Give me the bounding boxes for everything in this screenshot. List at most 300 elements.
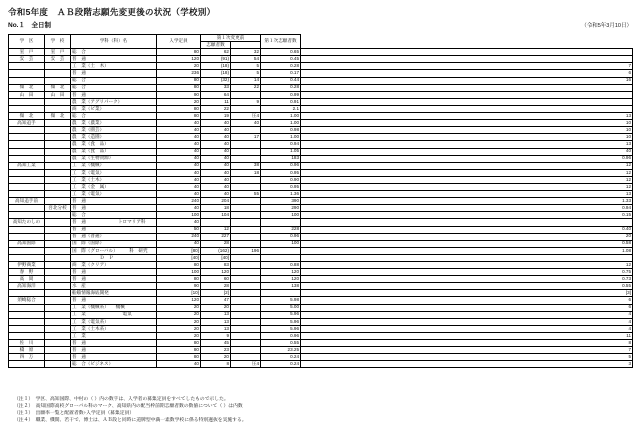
cell-course: 水 産 — [71, 283, 157, 290]
cell-course: 農 業（食 品） — [71, 141, 157, 148]
cell-e: 12 — [301, 183, 633, 190]
cell-capacity: 40 — [157, 162, 201, 169]
cell-b: 33 — [201, 84, 231, 91]
cell-d: 183 — [261, 155, 301, 162]
cell-school — [45, 219, 71, 226]
cell-area — [9, 183, 45, 190]
col-header-capacity: 入学定員 — [157, 35, 201, 49]
cell-course: 農 業（造園） — [71, 134, 157, 141]
cell-school — [45, 354, 71, 361]
table-row — [9, 56, 633, 63]
cell-b: (18) — [201, 63, 231, 70]
table-row — [9, 105, 633, 112]
col-header-b-sub2 — [231, 42, 261, 49]
table-row — [9, 162, 633, 169]
cell-area: 伊野商業 — [9, 262, 45, 269]
cell-c: 圧4 — [231, 361, 261, 368]
table-row — [9, 77, 633, 84]
results-table — [8, 34, 633, 368]
cell-course: 普 通 — [71, 297, 157, 304]
table-row — [9, 254, 633, 261]
cell-school: 安 芸 — [45, 56, 71, 63]
cell-c: 14 — [231, 77, 261, 84]
cell-capacity: 40 — [157, 183, 201, 190]
cell-area — [9, 311, 45, 318]
cell-e: 10 — [301, 127, 633, 134]
cell-d: 0.55 — [261, 340, 301, 347]
cell-c — [231, 226, 261, 233]
cell-course: 商 業（ビ業） — [71, 105, 157, 112]
cell-b: 22 — [201, 105, 231, 112]
cell-c — [231, 198, 261, 205]
table-row — [9, 247, 633, 254]
cell-d: 5.96 — [261, 311, 301, 318]
cell-c — [231, 269, 261, 276]
cell-school — [45, 247, 71, 254]
cell-e: 0.15 — [301, 212, 633, 219]
cell-school: 室 戸 — [45, 49, 71, 56]
cell-capacity: 40 — [157, 240, 201, 247]
cell-e: 13 — [301, 141, 633, 148]
cell-d: 1.05 — [261, 148, 301, 155]
cell-d: 0.99 — [261, 91, 301, 98]
cell-b: 40 — [201, 169, 231, 176]
cell-capacity: 20 — [157, 63, 201, 70]
cell-b: [40] — [201, 254, 231, 261]
cell-e: 12 — [301, 176, 633, 183]
cell-capacity: 80 — [157, 262, 201, 269]
cell-area: 高知追手 — [9, 120, 45, 127]
cell-e — [301, 84, 633, 91]
cell-b: 28 — [201, 283, 231, 290]
cell-course: 工 業（金 属） — [71, 183, 157, 190]
cell-school — [45, 361, 71, 368]
cell-e: 1.08 — [301, 247, 633, 254]
cell-capacity: 100 — [157, 269, 201, 276]
cell-e: 0.73 — [301, 276, 633, 283]
cell-school — [45, 183, 71, 190]
cell-course: 工 業（機械） — [71, 162, 157, 169]
cell-course: 農 業（園芸） — [71, 127, 157, 134]
table-row — [9, 212, 633, 219]
cell-capacity: [10] — [157, 290, 201, 297]
cell-b: (32) — [201, 77, 231, 84]
cell-b — [201, 219, 231, 226]
cell-school — [45, 191, 71, 198]
cell-b: 12 — [201, 226, 231, 233]
cell-course: 普 通 — [71, 70, 157, 77]
cell-area — [9, 254, 45, 261]
cell-school — [45, 98, 71, 105]
cell-capacity: 20 — [157, 304, 201, 311]
cell-school — [45, 304, 71, 311]
col-header-course: 学科（科）名 — [71, 35, 157, 49]
cell-e: 20 — [301, 233, 633, 240]
cell-school — [45, 141, 71, 148]
cell-b: [2] — [201, 290, 231, 297]
cell-c — [231, 283, 261, 290]
cell-c — [231, 127, 261, 134]
cell-b: 40 — [201, 191, 231, 198]
footnotes — [14, 397, 247, 425]
cell-course: 総 合 — [71, 84, 157, 91]
col-header-group-b: 第１次変更前 — [201, 35, 261, 42]
table-row — [9, 325, 633, 332]
cell-c: 18 — [231, 169, 261, 176]
cell-course: 総 合 — [71, 212, 157, 219]
cell-b: 40 — [201, 148, 231, 155]
cell-capacity: 20 — [157, 98, 201, 105]
cell-course: 工 業（土木系） — [71, 325, 157, 332]
cell-b: 45 — [201, 340, 231, 347]
cell-c: 5 — [231, 70, 261, 77]
cell-b: (18) — [201, 70, 231, 77]
cell-course: 総 合 — [71, 113, 157, 120]
table-row — [9, 113, 633, 120]
cell-b: 40 — [201, 120, 231, 127]
cell-e: 16 — [301, 77, 633, 84]
cell-c — [231, 91, 261, 98]
table-row — [9, 70, 633, 77]
cell-course: 船舶情報海底開発 — [71, 290, 157, 297]
cell-c: 9 — [231, 98, 261, 105]
cell-e: 12 — [301, 162, 633, 169]
cell-course: 普 通（普通） — [71, 233, 157, 240]
cell-capacity: 40 — [157, 191, 201, 198]
cell-capacity: 40 — [157, 134, 201, 141]
cell-d: 100 — [261, 212, 301, 219]
cell-d: 390 — [261, 198, 301, 205]
cell-b: 23 — [201, 347, 231, 354]
cell-b: 227 — [201, 233, 231, 240]
cell-c — [231, 354, 261, 361]
cell-e — [301, 105, 633, 112]
cell-b: 40 — [201, 141, 231, 148]
cell-school — [45, 226, 71, 233]
cell-c — [231, 325, 261, 332]
cell-area — [9, 155, 45, 162]
cell-d: 0.96 — [261, 162, 301, 169]
cell-area — [9, 105, 45, 112]
cell-area — [9, 169, 45, 176]
cell-school — [45, 105, 71, 112]
cell-course: 工 業（電気） — [71, 169, 157, 176]
cell-e — [301, 219, 633, 226]
cell-c — [231, 212, 261, 219]
cell-b: 83 — [201, 262, 231, 269]
cell-d: 1.00 — [261, 134, 301, 141]
cell-e: 0.94 — [301, 205, 633, 212]
table-row — [9, 155, 633, 162]
cell-capacity: 120 — [157, 297, 201, 304]
cell-d: 1.00 — [261, 120, 301, 127]
table-row — [9, 176, 633, 183]
cell-c: 38 — [231, 162, 261, 169]
cell-d: 120 — [261, 269, 301, 276]
cell-area: 山 田 — [9, 91, 45, 98]
cell-capacity: 80 — [157, 113, 201, 120]
table-row — [9, 120, 633, 127]
cell-course: 普 通 — [71, 340, 157, 347]
table-row — [9, 318, 633, 325]
cell-course: 農 業（農業） — [71, 120, 157, 127]
col-header-blank — [301, 35, 633, 49]
cell-area: 高知追手前 — [9, 198, 45, 205]
cell-school — [45, 233, 71, 240]
cell-capacity: 50 — [157, 226, 201, 233]
cell-school: 山 田 — [45, 91, 71, 98]
cell-b: 19 — [201, 113, 231, 120]
cell-capacity: 120 — [157, 56, 201, 63]
cell-d: 0.90 — [261, 176, 301, 183]
cell-area — [9, 304, 45, 311]
cell-e: 13 — [301, 113, 633, 120]
cell-c — [231, 148, 261, 155]
date-label: （令和5年3月10日） — [581, 23, 632, 29]
table-row — [9, 127, 633, 134]
cell-b: 40 — [201, 134, 231, 141]
cell-d: 290 — [261, 205, 301, 212]
cell-d: 0.91 — [261, 98, 301, 105]
cell-capacity: 80 — [157, 49, 201, 56]
cell-area — [9, 98, 45, 105]
cell-d: 0.17 — [261, 70, 301, 77]
cell-c: 22 — [231, 84, 261, 91]
col-header-group-c: 第１次志願者数 — [261, 35, 301, 49]
cell-capacity: 80 — [157, 276, 201, 283]
cell-area: 高知海洋 — [9, 283, 45, 290]
cell-c — [231, 332, 261, 339]
cell-c — [231, 233, 261, 240]
cell-school — [45, 276, 71, 283]
cell-d: 0.65 — [261, 49, 301, 56]
table-row — [9, 262, 633, 269]
cell-d: 1.00 — [261, 113, 301, 120]
cell-d: 5.00 — [261, 304, 301, 311]
cell-school — [45, 120, 71, 127]
col-header-b-sub1: 志願者数 — [201, 42, 231, 49]
table-row — [9, 84, 633, 91]
cell-c: 圧4 — [231, 113, 261, 120]
cell-b: 40 — [201, 162, 231, 169]
cell-course: 普 通 — [71, 347, 157, 354]
cell-d — [261, 290, 301, 297]
cell-school — [45, 63, 71, 70]
cell-area — [9, 226, 45, 233]
cell-area — [9, 205, 45, 212]
subtitle-row — [8, 20, 632, 29]
cell-e: 1.33 — [301, 198, 633, 205]
cell-d: 5.96 — [261, 318, 301, 325]
cell-course: 普 通 — [71, 269, 157, 276]
cell-b: 60 — [201, 276, 231, 283]
cell-e: 3 — [301, 361, 633, 368]
cell-course: 普 通 — [71, 56, 157, 63]
cell-capacity: 80 — [157, 354, 201, 361]
table-row — [9, 297, 633, 304]
cell-area: 安 芸 — [9, 56, 45, 63]
cell-area — [9, 212, 45, 219]
cell-d — [261, 219, 301, 226]
cell-e: 0.58 — [301, 240, 633, 247]
cell-school — [45, 332, 71, 339]
cell-school — [45, 311, 71, 318]
cell-e: 40 — [301, 148, 633, 155]
cell-d: 0.24 — [261, 354, 301, 361]
cell-c: 196 — [231, 247, 261, 254]
cell-course: 国 際（国際） — [71, 240, 157, 247]
cell-c: 54 — [231, 56, 261, 63]
table-row — [9, 233, 633, 240]
cell-school — [45, 254, 71, 261]
cell-c — [231, 262, 261, 269]
cell-school — [45, 297, 71, 304]
footnote-4: （注４） 職業、機関、若干で、博士は、ＡＢ段と同時に道牌型中満一素数学校に係る特別選抜を実施する。 — [14, 417, 247, 423]
table-row — [9, 283, 633, 290]
cell-school — [45, 240, 71, 247]
table-row — [9, 49, 633, 56]
cell-course: 普 通 トロマリア科 — [71, 219, 157, 226]
cell-e: 8 — [301, 340, 633, 347]
table-row — [9, 148, 633, 155]
cell-capacity: 20 — [157, 332, 201, 339]
cell-school: 嶺 北 — [45, 84, 71, 91]
cell-school — [45, 176, 71, 183]
table-row — [9, 134, 633, 141]
cell-d: 2.1 — [261, 105, 301, 112]
cell-school — [45, 347, 71, 354]
cell-d — [261, 247, 301, 254]
cell-school — [45, 127, 71, 134]
cell-d: 138 — [261, 283, 301, 290]
cell-b: 13 — [201, 311, 231, 318]
table-row — [9, 91, 633, 98]
cell-e: 0.40 — [301, 226, 633, 233]
col-header-school: 学 校 — [45, 35, 71, 49]
table-row — [9, 63, 633, 70]
cell-school — [45, 325, 71, 332]
cell-course: 普 通 — [71, 205, 157, 212]
cell-c — [231, 297, 261, 304]
cell-course: 工 業（土 木） — [71, 63, 157, 70]
cell-e: 10 — [301, 120, 633, 127]
cell-d: 0.96 — [261, 332, 301, 339]
cell-course: 普 通 — [71, 91, 157, 98]
cell-c — [231, 304, 261, 311]
cell-b: 11 — [201, 98, 231, 105]
cell-course: 工 業（電気系） — [71, 318, 157, 325]
table-row — [9, 191, 633, 198]
cell-d: 0.28 — [261, 63, 301, 70]
cell-course: 農 業（食 品） — [71, 148, 157, 155]
table-row — [9, 219, 633, 226]
cell-school — [45, 269, 71, 276]
cell-d: 0.45 — [261, 56, 301, 63]
cell-capacity: 40 — [157, 205, 201, 212]
cell-capacity: [80] — [157, 247, 201, 254]
cell-b: 8 — [201, 361, 231, 368]
cell-capacity: 240 — [157, 233, 201, 240]
cell-course: 農 業（生物資源） — [71, 155, 157, 162]
cell-b: 20 — [201, 304, 231, 311]
cell-area: 嶺 北 — [9, 113, 45, 120]
cell-c: 17 — [231, 134, 261, 141]
cell-capacity: 80 — [157, 77, 201, 84]
table-row — [9, 198, 633, 205]
table-row — [9, 276, 633, 283]
cell-course: Ｄ Ｐ — [71, 254, 157, 261]
cell-b: 28 — [201, 240, 231, 247]
cell-school — [45, 70, 71, 77]
cell-area — [9, 233, 45, 240]
cell-area: 四 万 — [9, 354, 45, 361]
cell-area — [9, 77, 45, 84]
cell-d: 0.98 — [261, 127, 301, 134]
cell-e — [301, 49, 633, 56]
cell-capacity: 90 — [157, 91, 201, 98]
cell-b: 40 — [201, 155, 231, 162]
table-row — [9, 269, 633, 276]
cell-e: 11 — [301, 332, 633, 339]
cell-course: 総 合（ビジネス） — [71, 361, 157, 368]
cell-d: 0.96 — [261, 233, 301, 240]
cell-c — [231, 340, 261, 347]
cell-area: 高知工業 — [9, 162, 45, 169]
cell-area — [9, 191, 45, 198]
cell-school — [45, 162, 71, 169]
cell-b: 47 — [201, 297, 231, 304]
cell-course: 工 業 — [71, 332, 157, 339]
cell-c — [231, 205, 261, 212]
cell-capacity: 40 — [157, 141, 201, 148]
cell-capacity: [40] — [157, 254, 201, 261]
cell-c — [231, 105, 261, 112]
cell-b: 40 — [201, 176, 231, 183]
cell-e: 12 — [301, 169, 633, 176]
cell-area — [9, 290, 45, 297]
cell-school — [45, 212, 71, 219]
cell-d: 0.94 — [261, 141, 301, 148]
cell-area — [9, 63, 45, 70]
cell-e — [301, 56, 633, 63]
cell-course: 普 通 — [71, 276, 157, 283]
cell-e: 13 — [301, 191, 633, 198]
cell-c — [231, 311, 261, 318]
table-row — [9, 169, 633, 176]
cell-course: 工 業（機械系） 機械 — [71, 304, 157, 311]
cell-capacity: 80 — [157, 105, 201, 112]
cell-area: 佐 川 — [9, 340, 45, 347]
cell-area: 檮 原 — [9, 347, 45, 354]
cell-e: 0.75 — [301, 269, 633, 276]
cell-course: 農 業（アグリパーク） — [71, 98, 157, 105]
cell-capacity: 80 — [157, 340, 201, 347]
cell-c — [231, 240, 261, 247]
section-label: No.１ 全日制 — [8, 22, 51, 29]
cell-area — [9, 134, 45, 141]
cell-d: 100 — [261, 240, 301, 247]
cell-course: 商 業（クリア） — [71, 262, 157, 269]
cell-school: 吾北分校 — [45, 205, 71, 212]
cell-d: 120 — [261, 276, 301, 283]
cell-c: 5 — [231, 63, 261, 70]
cell-capacity: 236 — [157, 70, 201, 77]
col-header-area: 学 区 — [9, 35, 45, 49]
cell-capacity: 40 — [157, 219, 201, 226]
cell-area — [9, 332, 45, 339]
cell-area: 高知国際 — [9, 240, 45, 247]
table-row — [9, 340, 633, 347]
